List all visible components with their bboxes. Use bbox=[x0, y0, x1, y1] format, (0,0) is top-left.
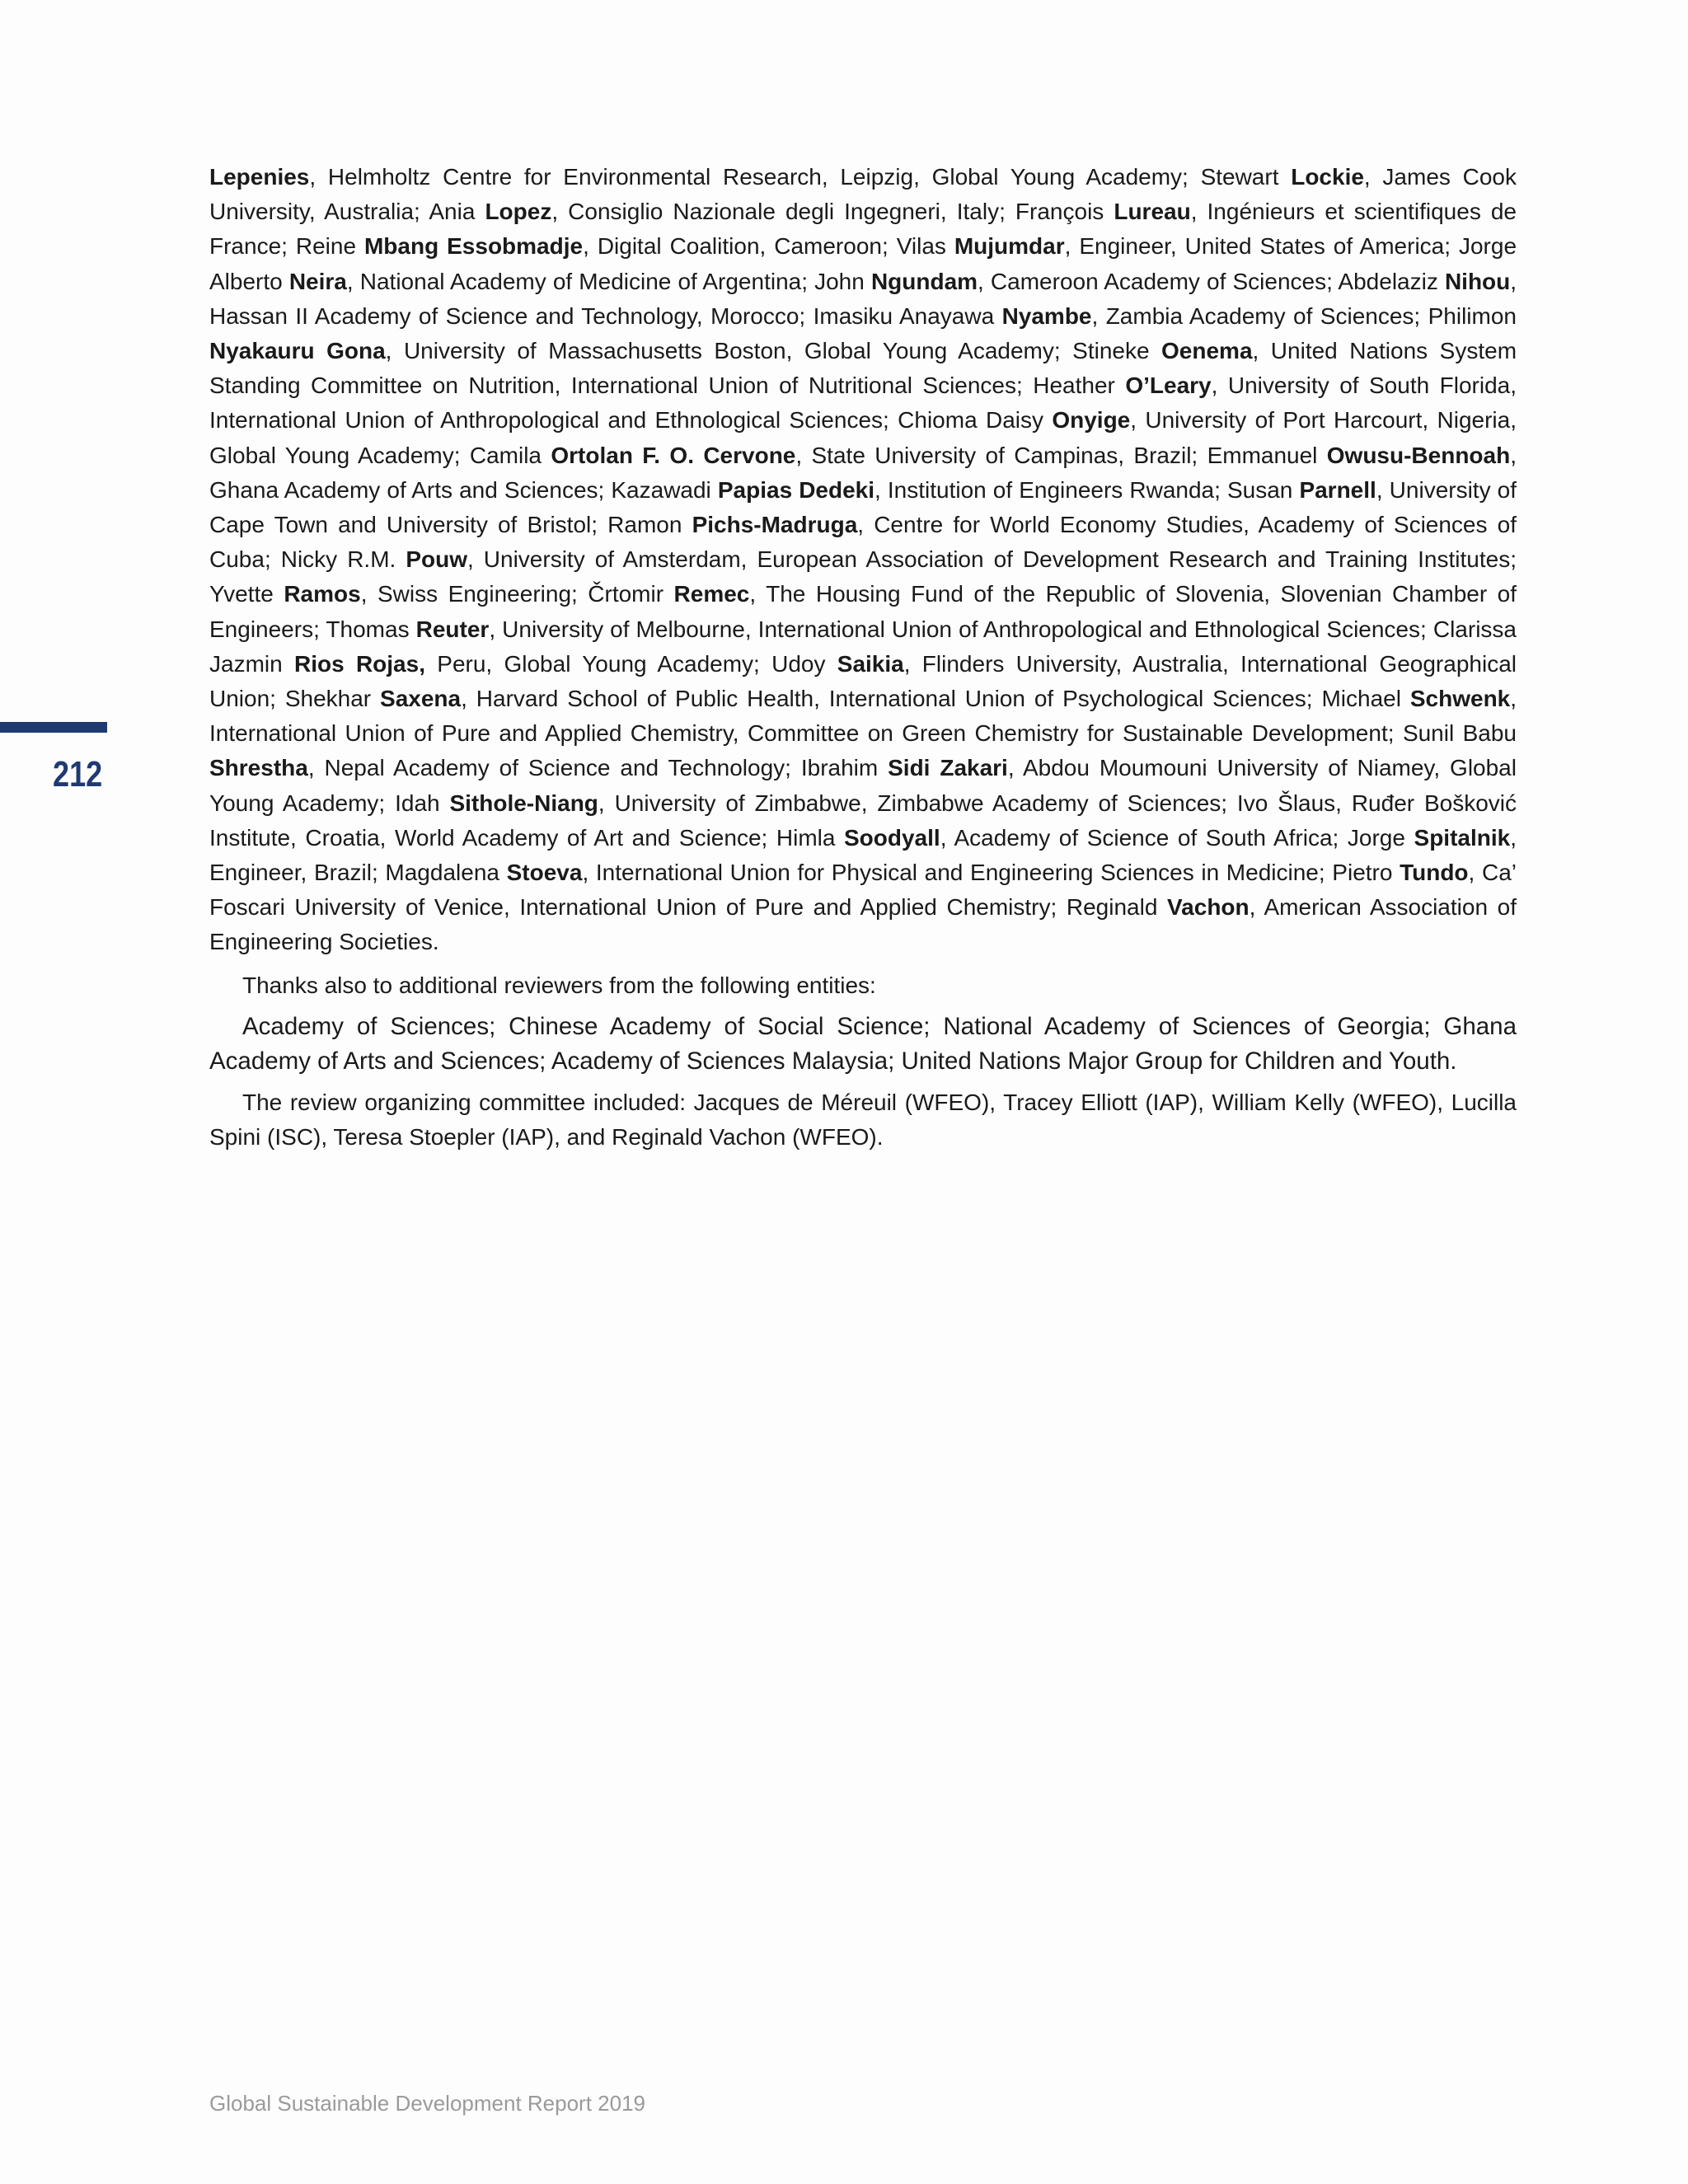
entities-paragraph: Academy of Sciences; Chinese Academy of Social Science; National Academy of Sciences of Georgia; Ghana Academy of Arts and Sciences; Academy of Sciences Malaysia; United Nations Major Group for Children and Youth. bbox=[209, 1012, 1517, 1076]
reviewer-given-name: Idah bbox=[395, 790, 450, 816]
reviewer-given-name: Chioma Daisy bbox=[898, 407, 1053, 434]
reviewer-surname: Schwenk bbox=[1409, 686, 1511, 712]
reviewer-affiliation: , University of Zimbabwe, Zimbabwe Academy of Sciences; Ivo Šlaus, Ruđer Bošković Institute, Croatia, World Academy of Art and Science; bbox=[209, 790, 1517, 851]
reviewer-affiliation: , International Union for Physical and Engineering Sciences in Medicine; bbox=[582, 860, 1333, 886]
reviewer-surname: Oenema bbox=[1161, 338, 1253, 364]
reviewer-affiliation: , University of Melbourne, International Union of Anthropological and Ethnological Sciences; bbox=[489, 616, 1433, 642]
reviewer-surname: Saikia bbox=[837, 650, 904, 677]
reviewer-given-name: Susan bbox=[1226, 476, 1300, 503]
reviewer-surname: Vachon bbox=[1167, 894, 1250, 921]
reviewer-given-name: Pietro bbox=[1332, 860, 1400, 886]
reviewer-given-name: Črtomir bbox=[588, 581, 674, 607]
committee-paragraph: The review organizing committee included: Jacques de Méreuil (WFEO), Tracey Elliott (IAP), William Kelly (WFEO), Lucilla Spini (ISC), Teresa Stoepler (IAP), and Reginald Vachon (WFEO). bbox=[209, 1090, 1517, 1151]
reviewer-affiliation: , Zambia Academy of Sciences; bbox=[1091, 302, 1428, 329]
reviewer-surname: Lureau bbox=[1114, 199, 1191, 225]
reviewer-surname: Saxena bbox=[380, 686, 462, 712]
reviewer-surname: Nyambe bbox=[1001, 302, 1092, 329]
reviewer-given-name: Vilas bbox=[896, 233, 954, 260]
reviewer-affiliation: , Academy of Science of South Africa; bbox=[940, 824, 1348, 851]
page-content bbox=[209, 160, 1517, 1155]
reviewer-affiliation: , Centre for World Economy Studies, Academy of Sciences of Cuba; bbox=[209, 512, 1517, 573]
reviewer-affiliation: , National Academy of Medicine of Argentina; bbox=[346, 268, 815, 294]
reviewer-affiliation: Peru, Global Young Academy; bbox=[424, 650, 772, 677]
page-marker-bar bbox=[0, 722, 107, 733]
reviewer-affiliation: , Cameroon Academy of Sciences; bbox=[978, 268, 1339, 294]
reviewer-surname: Ramos bbox=[284, 581, 361, 607]
reviewer-surname: Mujumdar bbox=[954, 233, 1065, 260]
reviewer-given-name: Himla bbox=[776, 824, 844, 851]
reviewers-list bbox=[209, 160, 1517, 960]
reviewer-affiliation: , Engineer, Brazil; bbox=[209, 824, 1517, 886]
reviewer-given-name: Jorge Alberto bbox=[209, 233, 1517, 294]
reviewer-given-name: Stineke bbox=[1072, 338, 1162, 364]
reviewer-given-name: Camila bbox=[469, 442, 551, 468]
reviewer-surname: Ngundam bbox=[870, 268, 978, 294]
reviewer-surname: O’Leary bbox=[1125, 373, 1212, 399]
reviewer-affiliation: , State University of Campinas, Brazil; bbox=[795, 442, 1207, 468]
reviewer-surname: Lockie bbox=[1291, 164, 1364, 190]
reviewer-surname: Pouw bbox=[406, 546, 467, 573]
reviewer-surname: Ortolan F. O. Cervone bbox=[551, 442, 796, 468]
reviewer-affiliation: , Ghana Academy of Arts and Sciences; bbox=[209, 442, 1517, 503]
reviewer-given-name: Ramon bbox=[607, 512, 692, 538]
reviewer-surname: Spitalnik bbox=[1414, 824, 1511, 851]
reviewer-surname: Mbang Essobmadje bbox=[363, 233, 584, 260]
reviewer-affiliation: , Harvard School of Public Health, International Union of Psychological Sciences; bbox=[461, 686, 1322, 712]
reviewer-surname: Sithole-Niang bbox=[449, 790, 598, 816]
reviewer-surname: Lopez bbox=[485, 199, 552, 225]
reviewer-given-name: Imasiku Anayawa bbox=[813, 302, 1002, 329]
reviewer-affiliation: , American Association of Engineering Societies. bbox=[209, 894, 1517, 955]
reviewer-affiliation: , International Union of Pure and Applied Chemistry, Committee on Green Chemistry for Sustainable Development; bbox=[209, 686, 1517, 747]
reviewer-affiliation: , Hassan II Academy of Science and Technology, Morocco; bbox=[209, 268, 1517, 329]
reviewer-given-name: Abdelaziz bbox=[1338, 268, 1445, 294]
reviewer-given-name: Sunil Babu bbox=[1402, 720, 1517, 747]
reviewer-given-name: Ibrahim bbox=[800, 755, 889, 781]
reviewer-affiliation: , United Nations System Standing Committee on Nutrition, International Union of Nutritional Sciences; bbox=[209, 338, 1517, 399]
reviewer-surname: Neira bbox=[288, 268, 347, 294]
reviewer-given-name: Shekhar bbox=[284, 686, 381, 712]
reviewer-affiliation: , Helmholtz Centre for Environmental Research, Leipzig, Global Young Academy; bbox=[309, 164, 1201, 190]
reviewer-given-name: Udoy bbox=[771, 650, 837, 677]
reviewer-affiliation: , Flinders University, Australia, International Geographical Union; bbox=[209, 650, 1517, 712]
reviewer-surname: Lepenies bbox=[209, 164, 310, 190]
reviewer-affiliation: , University of South Florida, International Union of Anthropological and Ethnological Sciences; bbox=[209, 373, 1517, 434]
reviewer-affiliation: , Abdou Moumouni University of Niamey, Global Young Academy; bbox=[209, 755, 1517, 816]
reviewer-given-name: Clarissa Jazmin bbox=[209, 616, 1517, 677]
reviewer-surname: Rios Rojas, bbox=[293, 650, 425, 677]
reviewer-affiliation: , The Housing Fund of the Republic of Slovenia, Slovenian Chamber of Engineers; bbox=[209, 581, 1517, 642]
reviewer-surname: Sidi Zakari bbox=[888, 755, 1008, 781]
reviewer-surname: Tundo bbox=[1400, 860, 1469, 886]
reviewer-affiliation: , Institution of Engineers Rwanda; bbox=[874, 476, 1227, 503]
reviewer-given-name: Stewart bbox=[1200, 164, 1292, 190]
reviewer-surname: Pichs-Madruga bbox=[692, 512, 858, 538]
reviewer-affiliation: , Consiglio Nazionale degli Ingegneri, Italy; bbox=[551, 199, 1015, 225]
reviewer-given-name: Heather bbox=[1033, 373, 1126, 399]
footer-title: Global Sustainable Development Report 2019 bbox=[209, 2091, 646, 2116]
reviewer-surname: Owusu-Bennoah bbox=[1326, 442, 1511, 468]
reviewer-affiliation: , Nepal Academy of Science and Technology; bbox=[307, 755, 801, 781]
reviewer-given-name: John bbox=[814, 268, 871, 294]
reviewer-surname: Onyige bbox=[1052, 407, 1131, 434]
reviewer-affiliation: , University of Amsterdam, European Association of Development Research and Training Institutes; bbox=[467, 546, 1517, 573]
reviewer-given-name: Yvette bbox=[209, 581, 284, 607]
reviewer-surname: Nihou bbox=[1444, 268, 1511, 294]
reviewer-surname: Nyakauru Gona bbox=[209, 338, 386, 364]
thanks-paragraph: Thanks also to additional reviewers from the following entities: bbox=[242, 972, 876, 998]
reviewer-surname: Reuter bbox=[415, 616, 490, 642]
reviewer-affiliation: , Swiss Engineering; bbox=[360, 581, 588, 607]
reviewer-given-name: Magdalena bbox=[385, 860, 507, 886]
reviewer-surname: Papias Dedeki bbox=[717, 476, 875, 503]
reviewer-affiliation: , James Cook University, Australia; bbox=[209, 164, 1517, 225]
reviewer-surname: Stoeva bbox=[506, 860, 583, 886]
reviewer-given-name: François bbox=[1015, 199, 1114, 225]
reviewer-surname: Soodyall bbox=[844, 824, 940, 851]
reviewer-given-name: Philimon bbox=[1428, 302, 1517, 329]
reviewer-given-name: Jorge bbox=[1347, 824, 1414, 851]
reviewer-given-name: Reine bbox=[295, 233, 364, 260]
reviewer-affiliation: , Ingénieurs et scientifiques de France; bbox=[209, 199, 1517, 260]
reviewer-affiliation: , Engineer, United States of America; bbox=[1064, 233, 1459, 260]
reviewer-given-name: Kazawadi bbox=[611, 476, 718, 503]
reviewer-given-name: Thomas bbox=[326, 616, 416, 642]
reviewer-affiliation: , Digital Coalition, Cameroon; bbox=[583, 233, 897, 260]
reviewer-affiliation: , University of Cape Town and University of Bristol; bbox=[209, 476, 1517, 538]
reviewer-affiliation: , Ca’ Foscari University of Venice, International Union of Pure and Applied Chemistry; bbox=[209, 860, 1517, 921]
reviewer-affiliation: , University of Port Harcourt, Nigeria, Global Young Academy; bbox=[209, 407, 1517, 468]
reviewer-given-name: Reginald bbox=[1066, 894, 1168, 921]
reviewer-surname: Shrestha bbox=[209, 755, 308, 781]
reviewer-given-name: Emmanuel bbox=[1207, 442, 1327, 468]
reviewer-surname: Remec bbox=[673, 581, 750, 607]
reviewer-given-name: Ania bbox=[429, 199, 485, 225]
page-number: 212 bbox=[53, 754, 103, 794]
reviewer-given-name: Michael bbox=[1321, 686, 1410, 712]
reviewer-affiliation: , University of Massachusetts Boston, Global Young Academy; bbox=[385, 338, 1073, 364]
reviewer-given-name: Nicky R.M. bbox=[280, 546, 406, 573]
reviewer-surname: Parnell bbox=[1299, 476, 1376, 503]
